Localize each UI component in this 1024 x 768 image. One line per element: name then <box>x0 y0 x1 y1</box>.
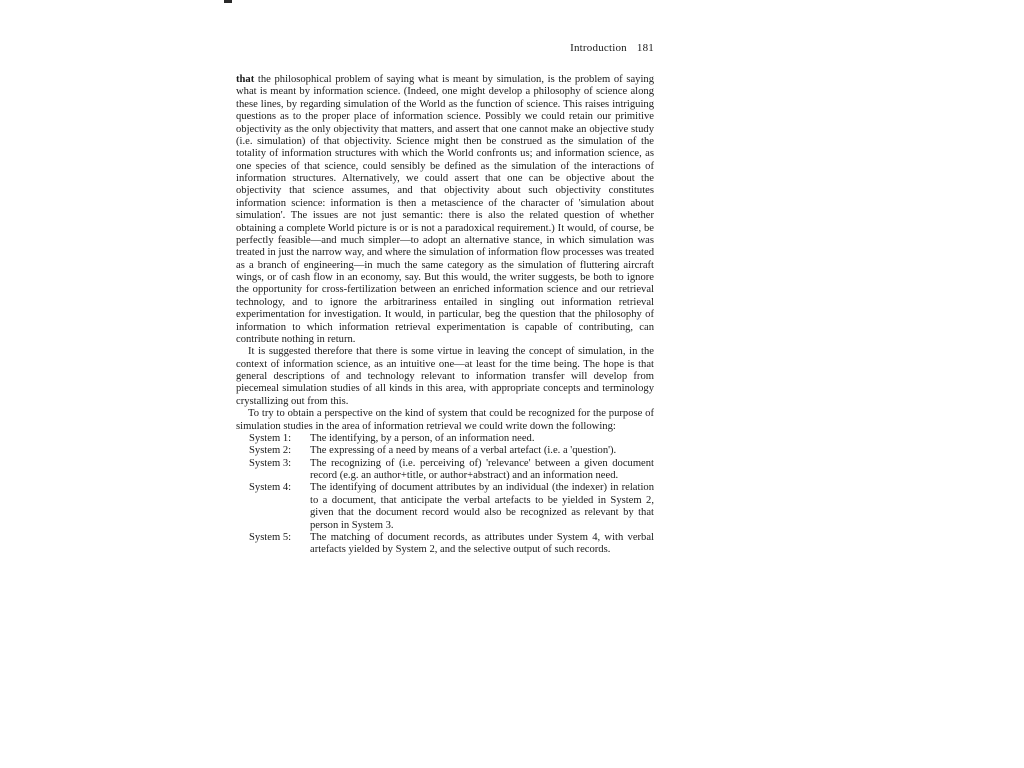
paragraph-1-lead: that <box>236 74 255 85</box>
paragraph-2: It is suggested therefore that there is some virtue in leaving the concept of simulation, in the context of information science, as an intuitive one—at least for the time being. The hope is that general descriptions of and technology relevant to information transfer will develop from piecemeal simulation studies of all kinds in this area, with appropriate concepts and terminology crystallizing out from this. <box>236 346 654 407</box>
paragraph-1-text: the philosophical problem of saying what is meant by simulation, is the problem of saying what is meant by information science. (Indeed, one might develop a philosophy of science along these lines, by regarding simulation of the World as the function of science. This raises intriguing questions as to the proper place of information science. Possibly we could retain our primitive objectivity as the only objectivity that matters, and assert that one cannot make an objective study (i.e. simulation) of that objectivity. Science might then be construed as the simulation of the totality of information structures with which the World confronts us; and information science, as one species of that science, could sensibly be defined as the simulation of the interactions of information structures. Alternatively, we could assert that one can be objective about the objectivity that science assumes, and that objectivity about such objectivity constitutes information science: information is then a metascience of the character of 'simulation about simulation'. The issues are not just semantic: there is also the related question of whether obtaining a complete World picture is or is not a paradoxical requirement.) It would, of course, be perfectly feasible—and much simpler—to adopt an alternative stance, in which simulation was treated in just the narrow way, and where the simulation of information flow processes was treated as a branch of engineering—in much the same category as the simulation of fluttering aircraft wings, or of cash flow in an economy, say. But this would, the writer suggests, be both to ignore the opportunity for cross-fertilization between an enriched information science and our retrieval technology, and to ignore the arbitrariness entailed in singling out information retrieval experimentation for investigation. It would, in particular, beg the question that the philosophy of information to which information retrieval experimentation is capable of contributing, can contribute nothing in return. <box>236 74 654 345</box>
list-item <box>236 458 654 483</box>
system-label: System 3: <box>249 457 292 469</box>
paragraph-1 <box>236 74 654 346</box>
page-number: 181 <box>636 42 654 54</box>
scan-artifact <box>224 0 232 3</box>
system-description: The matching of document records, as attributes under System 4, with verbal artefacts yielded by System 2, and the selective output of such records. <box>310 531 654 556</box>
system-label: System 4: <box>249 482 292 494</box>
paragraph-3: To try to obtain a perspective on the kind of system that could be recognized for the purpose of simulation studies in the area of information retrieval we could write down the following: <box>236 408 654 432</box>
running-head <box>520 42 654 54</box>
page-body <box>236 74 654 557</box>
list-item <box>236 433 654 445</box>
system-label: System 2: <box>249 445 292 457</box>
system-label: System 1: <box>249 432 292 444</box>
system-label: System 5: <box>249 531 292 543</box>
system-list <box>236 433 654 557</box>
section-title: Introduction <box>570 42 627 54</box>
system-description: The recognizing of (i.e. perceiving of) 'relevance' between a given document record (e.g. an author+title, or author+abstract) and an information need. <box>310 457 654 481</box>
list-item <box>236 445 654 457</box>
list-item <box>236 482 654 532</box>
system-description: The identifying, by a person, of an information need. <box>310 432 535 444</box>
list-item <box>236 532 654 557</box>
system-description: The identifying of document attributes by an individual (the indexer) in relation to a document, that anticipate the verbal artefacts to be yielded in System 2, given that the document record would also be recognized as relevant by that person in System 3. <box>310 482 654 531</box>
system-description: The expressing of a need by means of a verbal artefact (i.e. a 'question'). <box>310 445 617 457</box>
